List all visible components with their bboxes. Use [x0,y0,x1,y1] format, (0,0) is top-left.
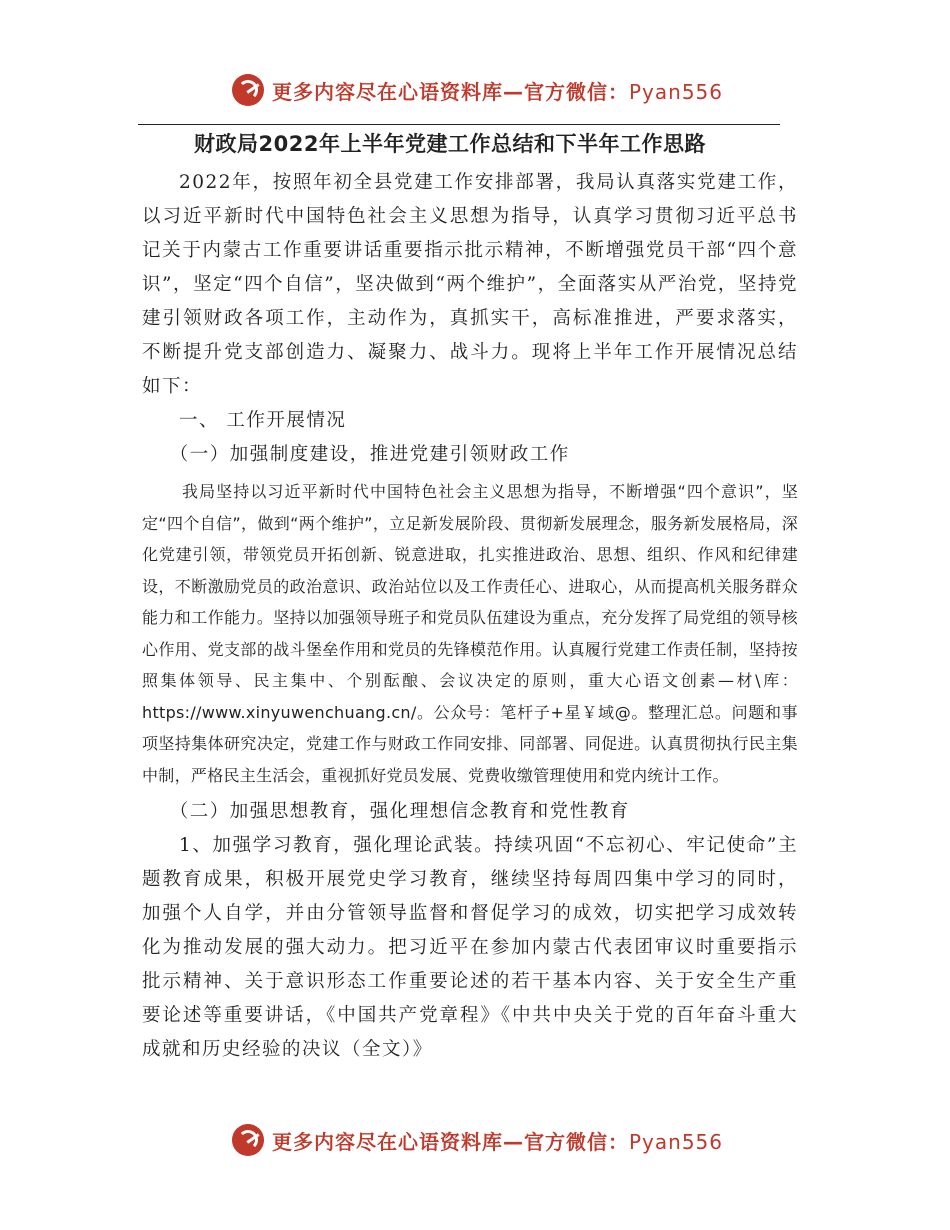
title-rule [138,124,780,125]
subsection-heading-1: （一）加强制度建设，推进党建引领财政工作 [169,444,570,465]
footer-banner [232,1122,723,1158]
body-paragraph-2: 1、加强学习教育，强化理论武装。持续巩固“不忘初心、牢记使命”主题教育成果，积极开展党史学习教育，继续坚持每周四集中学习的同时，加强个人自学，并由分管领导监督和督促学习的成效，切实把学习成效转化为推动发展的强大动力。把习近平在参加内蒙古代表团审议时重要指示批示精神、关于意识形态工作重要论述的若干基本内容、关于安全生产重要论述等重要讲话，《中国共产党章程》《中共中央关于党的百年奋斗重大成就和历史经验的决议（全文）》 [142,835,798,1060]
section-heading-1: 一、 工作开展情况 [179,410,347,431]
logo-icon [232,74,264,106]
header-banner [232,72,723,108]
banner-text: 更多内容尽在心语资料库—官方微信：Pyan556 [272,79,724,104]
body-paragraph-1: 我局坚持以习近平新时代中国特色社会主义思想为指导，不断增强“四个意识”，坚定“四个自信”，做到“两个维护”，立足新发展阶段、贯彻新发展理念，服务新发展格局，深化党建引领，带领党员开拓创新、锐意进取，扎实推进政治、思想、组织、作风和纪律建设，不断激励党员的政治意识、政治站位以及工作责任心、进取心，从而提高机关服务群众能力和工作能力。坚持以加强领导班子和党员队伍建设为重点，充分发挥了局党组的领导核心作用、党支部的战斗堡垒作用和党员的先锋模范作用。认真履行党建工作责任制，坚持按照集体领导、民主集中、个别酝酿、会议决定的原则，重大心语文创素—材\库：https://www.xinyuwenchuang.cn/。公众号：笔杆子+星￥域@。整理汇总。问题和事项坚持集体研究决定，党建工作与财政工作同安排、同部署、同促进。认真贯彻执行民主集中制，严格民主生活会，重视抓好党员发展、党费收缴管理使用和党内统计工作。 [142,482,798,785]
wechat-id: Pyan556 [629,79,724,104]
intro-paragraph: 2022年，按照年初全县党建工作安排部署，我局认真落实党建工作，以习近平新时代中国特色社会主义思想为指导，认真学习贯彻习近平总书记关于内蒙古工作重要讲话重要指示批示精神，不断增强党员干部“四个意识”，坚定“四个自信”，坚决做到“两个维护”，全面落实从严治党，坚持党建引领财政各项工作，主动作为，真抓实干，高标准推进，严要求落实，不断提升党支部创造力、凝聚力、战斗力。现将上半年工作开展情况总结如下： [142,172,798,397]
banner-text: 更多内容尽在心语资料库—官方微信：Pyan556 [272,1129,724,1154]
document-title: 财政局2022年上半年党建工作总结和下半年工作思路 [194,132,706,156]
document-body [142,166,798,1067]
subsection-heading-2: （二）加强思想教育，强化理想信念教育和党性教育 [169,801,630,822]
logo-icon [232,1124,264,1156]
wechat-id: Pyan556 [629,1129,724,1154]
